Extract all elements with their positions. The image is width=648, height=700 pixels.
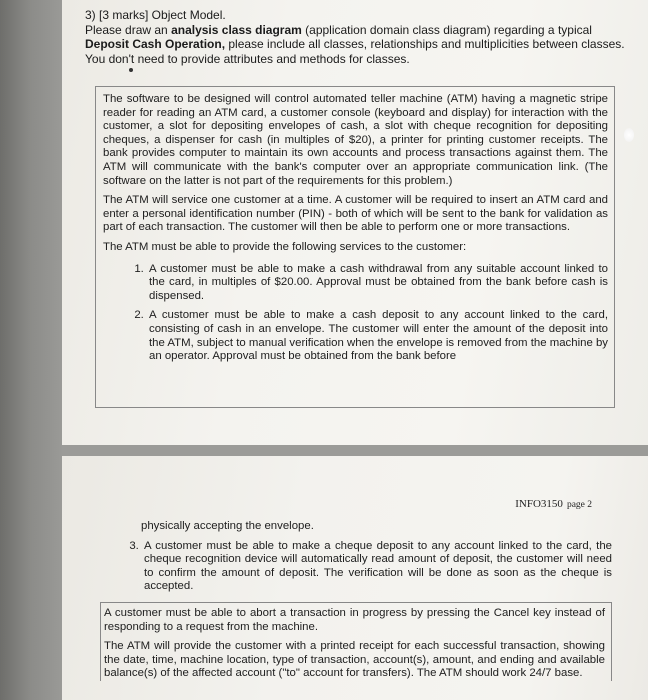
bullet-dot (129, 68, 133, 72)
page-header-code (515, 498, 592, 510)
glare-spot (624, 128, 634, 142)
services-list (103, 263, 608, 364)
question-instructions (85, 8, 625, 66)
page-number: page 2 (566, 500, 592, 510)
receipt-paragraph: The ATM will provide the customer with a printed receipt for each successful transaction, showing the date, time, machine location, type of transaction, account(s), amount, and ending and available balance(s) of the affected account ("to" account for transfers). The ATM should work 24/7 base. (104, 640, 605, 680)
desk-background (0, 0, 62, 700)
question-heading: 3) [3 marks] Object Model. (85, 8, 226, 22)
requirements-paragraph-1: The software to be designed will control automated teller machine (ATM) having a magnetic stripe reader for reading an ATM card, a customer console (keyboard and display) for interaction with the customer, a slot for depositing envelopes of cash, a slot with cheque recognition for depositing cheques, a dispenser for cash (in multiples of $20), a printer for printing customer receipts. The bank provides computer to maintain its own accounts and process transactions against them. The ATM will communicate with the bank's computer over an appropriate communication link. (The software on the latter is not part of the requirements for this problem.) (103, 93, 608, 187)
service-2-continuation: physically accepting the envelope. (141, 520, 314, 532)
services-lead: The ATM must be able to provide the following services to the customer: (103, 240, 467, 253)
requirements-continued (100, 520, 612, 687)
exam-page-1 (62, 0, 648, 445)
requirements-box-2 (100, 602, 612, 681)
services-list-continued (100, 540, 612, 594)
service-item-2: 2. A customer must be able to make a cash deposit to any account linked to the card, consisting of cash in an envelope. The customer will enter the amount of the deposit into the ATM, subject to manual verification when the envelope is removed from the machine by an operator. Approval must be obtained from the bank before (147, 309, 608, 363)
course-code: INFO3150 (515, 498, 563, 510)
question-instruction-text: Please draw an analysis class diagram (application domain class diagram) regarding a typical Deposit Cash Operation, please include all classes, relationships and multiplicities between classes. You don't need to provide attributes and methods for classes. (85, 22, 625, 66)
service-item-1: 1. A customer must be able to make a cash withdrawal from any suitable account linked to the card, in multiples of $20.00. Approval must be obtained from the bank before cash is dispensed. (147, 263, 608, 304)
service-item-3: 3. A customer must be able to make a cheque deposit to any account linked to the card, the cheque recognition device will automatically read amount of deposit, the customer will need to confirm the amount of deposit. The verification will be done as soon as the cheque is accepted. (142, 540, 612, 594)
page-gap (62, 445, 648, 456)
requirements-box (95, 86, 615, 408)
requirements-paragraph-2: The ATM will service one customer at a time. A customer will be required to insert an ATM card and enter a personal identification number (PIN) - both of which will be sent to the bank for validation as part of each transaction. The customer will then be able to perform one or more transactions. (103, 194, 608, 234)
cancel-paragraph: A customer must be able to abort a transaction in progress by pressing the Cancel key instead of responding to a request from the machine. (104, 606, 605, 633)
exam-page-2 (62, 456, 648, 700)
